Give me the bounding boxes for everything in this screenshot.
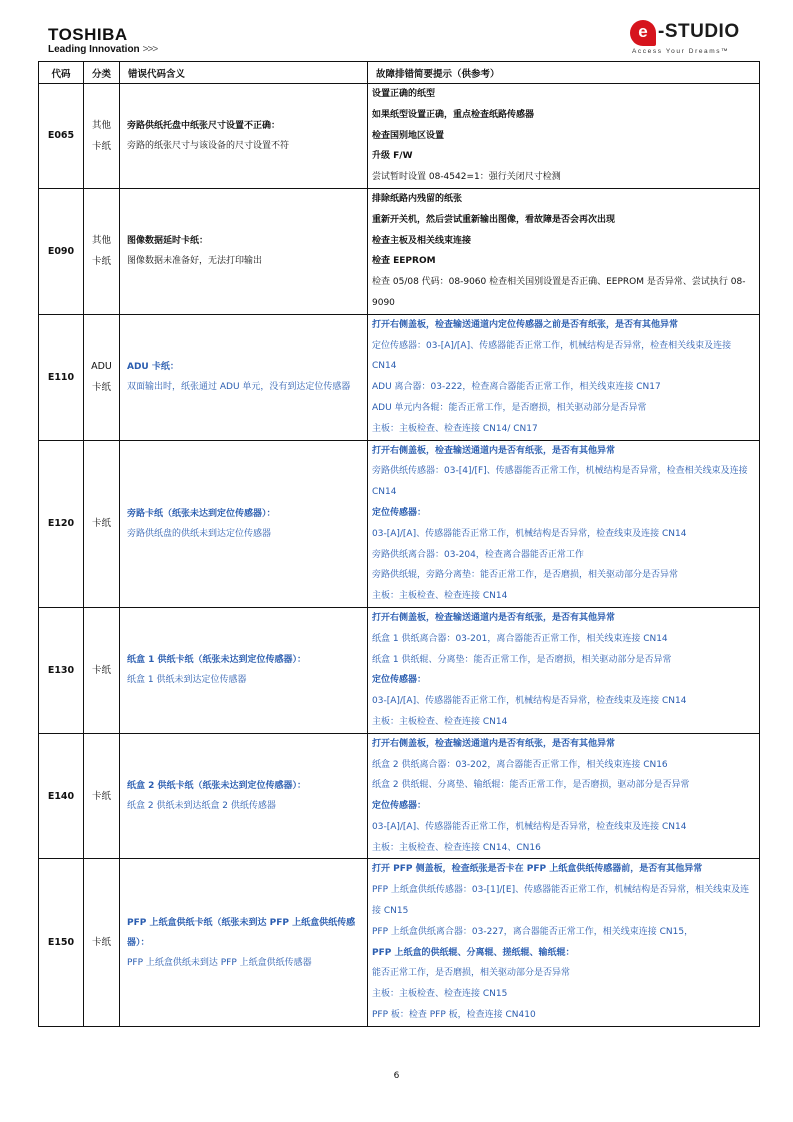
table-row bbox=[39, 314, 760, 440]
table-row bbox=[39, 84, 760, 189]
hint-line: 重新开关机，然后尝试重新输出图像，看故障是否会再次出现 bbox=[372, 214, 616, 225]
hint-line: PFP 上纸盒供纸传感器：03-[1]/[E]、传感器能否正常工作，机械结构是否异常，相关线束及连接 CN15 bbox=[372, 885, 750, 917]
page-header bbox=[0, 0, 793, 62]
error-code: E130 bbox=[39, 607, 84, 733]
troubleshooting-hints bbox=[368, 188, 760, 314]
estudio-wordmark: -STUDIO bbox=[658, 21, 740, 42]
error-category bbox=[84, 84, 120, 189]
hint-line: 能否正常工作，是否磨损，相关驱动部分是否异常 bbox=[372, 968, 571, 979]
estudio-slogan: Access Your Dreams™ bbox=[632, 48, 730, 55]
meaning-body: 双面输出时，纸张通过 ADU 单元，没有到达定位传感器 bbox=[127, 382, 351, 393]
category-line: 其他 bbox=[91, 119, 111, 131]
meaning-body: PFP 上纸盒供纸未到达 PFP 上纸盒供纸传感器 bbox=[127, 957, 312, 968]
category-line: 卡纸 bbox=[91, 382, 111, 394]
error-category bbox=[84, 314, 120, 440]
meaning-body: 旁路供纸盘的供纸未到达定位传感器 bbox=[127, 528, 272, 539]
hint-line: 定位传感器： bbox=[372, 801, 427, 812]
troubleshooting-hints bbox=[368, 440, 760, 607]
hint-line: 纸盒 1 供纸离合器：03-201，离合器能否正常工作，相关线束连接 CN14 bbox=[372, 633, 668, 644]
error-meaning bbox=[120, 440, 368, 607]
header-hints: 故障排错简要提示（供参考） bbox=[368, 62, 760, 84]
troubleshooting-hints bbox=[368, 859, 760, 1026]
error-code: E065 bbox=[39, 84, 84, 189]
meaning-title: 纸盒 1 供纸卡纸（纸张未达到定位传感器）： bbox=[127, 655, 307, 666]
error-category bbox=[84, 188, 120, 314]
error-meaning bbox=[120, 188, 368, 314]
hint-line: 旁路供纸离合器：03-204，检查离合器能否正常工作 bbox=[372, 549, 584, 560]
hint-line: 尝试暂时设置 08-4542=1：强行关闭尺寸检测 bbox=[372, 172, 561, 183]
meaning-title: ADU 卡纸： bbox=[127, 362, 179, 373]
error-code-table bbox=[38, 61, 760, 1027]
hint-line: 主板：主板检查、检查连接 CN14/ CN17 bbox=[372, 423, 538, 434]
error-meaning bbox=[120, 859, 368, 1026]
table-row bbox=[39, 440, 760, 607]
meaning-title: 图像数据延时卡纸： bbox=[127, 236, 209, 247]
hint-line: 检查 EEPROM bbox=[372, 256, 436, 267]
hint-line: 升级 F/W bbox=[372, 151, 413, 162]
hint-line: 打开右侧盖板，检查输送通道内是否有纸张，是否有其他异常 bbox=[372, 445, 616, 456]
meaning-title: 旁路供纸托盘中纸张尺寸设置不正确： bbox=[127, 120, 281, 131]
category-line: 卡纸 bbox=[91, 256, 111, 268]
error-meaning bbox=[120, 733, 368, 859]
meaning-title: 旁路卡纸（纸张未达到定位传感器）： bbox=[127, 508, 276, 519]
table-row bbox=[39, 607, 760, 733]
category-line: ADU bbox=[91, 361, 112, 373]
troubleshooting-hints bbox=[368, 607, 760, 733]
hint-line: 排除纸路内残留的纸张 bbox=[372, 193, 463, 204]
error-category bbox=[84, 733, 120, 859]
hint-line: 03-[A]/[A]、传感器能否正常工作，机械结构是否异常，检查线束及连接 CN14 bbox=[372, 696, 687, 707]
hint-line: 旁路供纸辊，旁路分离垫：能否正常工作，是否磨损，相关驱动部分是否异常 bbox=[372, 570, 679, 581]
hint-line: 检查 05/08 代码：08-9060 检查相关国别设置是否正确、EEPROM 是否异常、尝试执行 08-9090 bbox=[372, 277, 746, 308]
header-code: 代码 bbox=[39, 62, 84, 84]
error-category bbox=[84, 607, 120, 733]
hint-line: 主板：主板检查、检查连接 CN14 bbox=[372, 591, 508, 602]
meaning-body: 纸盒 2 供纸未到达纸盒 2 供纸传感器 bbox=[127, 801, 276, 812]
toshiba-logo: TOSHIBA bbox=[48, 25, 128, 44]
error-code: E140 bbox=[39, 733, 84, 859]
category-line: 卡纸 bbox=[91, 518, 111, 530]
error-category bbox=[84, 859, 120, 1026]
hint-line: 主板：主板检查、检查连接 CN14 bbox=[372, 716, 508, 727]
hint-line: 定位传感器： bbox=[372, 675, 427, 686]
hint-line: PFP 板：检查 PFP 板，检查连接 CN410 bbox=[372, 1010, 536, 1021]
table-row bbox=[39, 188, 760, 314]
hint-line: PFP 上纸盒的供纸辊、分离辊、搓纸辊、输纸辊： bbox=[372, 947, 575, 958]
estudio-logo bbox=[630, 20, 742, 58]
hint-line: 03-[A]/[A]、传感器能否正常工作，机械结构是否异常，检查线束及连接 CN14 bbox=[372, 528, 687, 539]
category-line: 卡纸 bbox=[91, 664, 111, 676]
estudio-badge: e bbox=[630, 20, 656, 46]
category-line: 卡纸 bbox=[91, 937, 111, 949]
error-code: E150 bbox=[39, 859, 84, 1026]
meaning-title: 纸盒 2 供纸卡纸（纸张未达到定位传感器）： bbox=[127, 781, 307, 792]
brand-tagline bbox=[48, 45, 157, 55]
meaning-body: 旁路的纸张尺寸与该设备的尺寸设置不符 bbox=[127, 140, 290, 151]
hint-line: 打开右侧盖板，检查输送通道内是否有纸张，是否有其他异常 bbox=[372, 738, 616, 749]
hint-line: 主板：主板检查、检查连接 CN15 bbox=[372, 989, 508, 1000]
hint-line: 检查主板及相关线束连接 bbox=[372, 235, 472, 246]
troubleshooting-hints bbox=[368, 314, 760, 440]
meaning-title: PFP 上纸盒供纸卡纸（纸张未到达 PFP 上纸盒供纸传感器）： bbox=[127, 917, 356, 948]
hint-line: ADU 单元内各辊：能否正常工作，是否磨损，相关驱动部分是否异常 bbox=[372, 402, 647, 413]
hint-line: 03-[A]/[A]、传感器能否正常工作，机械结构是否异常，检查线束及连接 CN14 bbox=[372, 821, 687, 832]
header-meaning: 错误代码含义 bbox=[120, 62, 368, 84]
hint-line: 打开右侧盖板，检查输送通道内是否有纸张，是否有其他异常 bbox=[372, 612, 616, 623]
table-row bbox=[39, 859, 760, 1026]
troubleshooting-hints bbox=[368, 733, 760, 859]
table-header-row bbox=[39, 62, 760, 84]
error-code: E120 bbox=[39, 440, 84, 607]
hint-line: 检查国别地区设置 bbox=[372, 130, 445, 141]
table-row bbox=[39, 733, 760, 859]
header-category: 分类 bbox=[84, 62, 120, 84]
meaning-body: 纸盒 1 供纸未到达定位传感器 bbox=[127, 675, 247, 686]
category-line: 其他 bbox=[91, 235, 111, 247]
hint-line: 定位传感器：03-[A]/[A]、传感器能否正常工作，机械结构是否异常，检查相关线束及连接 CN14 bbox=[372, 340, 732, 372]
hint-line: PFP 上纸盒供纸离合器：03-227，离合器能否正常工作，相关线束连接 CN15， bbox=[372, 926, 694, 937]
tagline-text: Leading Innovation bbox=[48, 44, 140, 55]
hint-line: 设置正确的纸型 bbox=[372, 89, 436, 99]
hint-line: 纸盒 2 供纸离合器：03-202，离合器能否正常工作，相关线束连接 CN16 bbox=[372, 759, 668, 770]
hint-line: 定位传感器： bbox=[372, 507, 427, 518]
error-meaning bbox=[120, 314, 368, 440]
hint-line: 打开右侧盖板，检查输送通道内定位传感器之前是否有纸张，是否有其他异常 bbox=[372, 319, 679, 330]
error-meaning bbox=[120, 607, 368, 733]
page-number: 6 bbox=[393, 1071, 400, 1081]
category-line: 卡纸 bbox=[91, 140, 111, 152]
troubleshooting-hints bbox=[368, 84, 760, 189]
hint-line: 主板：主板检查、检查连接 CN14、CN16 bbox=[372, 842, 541, 853]
error-code: E110 bbox=[39, 314, 84, 440]
chevrons-icon: >>> bbox=[142, 44, 158, 55]
hint-line: 旁路供纸传感器：03-[4]/[F]、传感器能否正常工作，机械结构是否异常，检查相关线束及连接 CN14 bbox=[372, 466, 748, 498]
error-meaning bbox=[120, 84, 368, 189]
table-body bbox=[39, 84, 760, 1027]
hint-line: ADU 离合器：03-222，检查离合器能否正常工作，相关线束连接 CN17 bbox=[372, 382, 661, 393]
hint-line: 纸盒 2 供纸辊、分离垫、输纸辊：能否正常工作，是否磨损，驱动部分是否异常 bbox=[372, 780, 690, 791]
hint-line: 如果纸型设置正确，重点检查纸路传感器 bbox=[372, 109, 535, 120]
hint-line: 纸盒 1 供纸辊、分离垫：能否正常工作，是否磨损，相关驱动部分是否异常 bbox=[372, 654, 672, 665]
hint-line: 打开 PFP 侧盖板，检查纸张是否卡在 PFP 上纸盒供纸传感器前，是否有其他异常 bbox=[372, 864, 703, 875]
error-category bbox=[84, 440, 120, 607]
meaning-body: 图像数据未准备好，无法打印输出 bbox=[127, 256, 263, 267]
error-code: E090 bbox=[39, 188, 84, 314]
category-line: 卡纸 bbox=[91, 790, 111, 802]
